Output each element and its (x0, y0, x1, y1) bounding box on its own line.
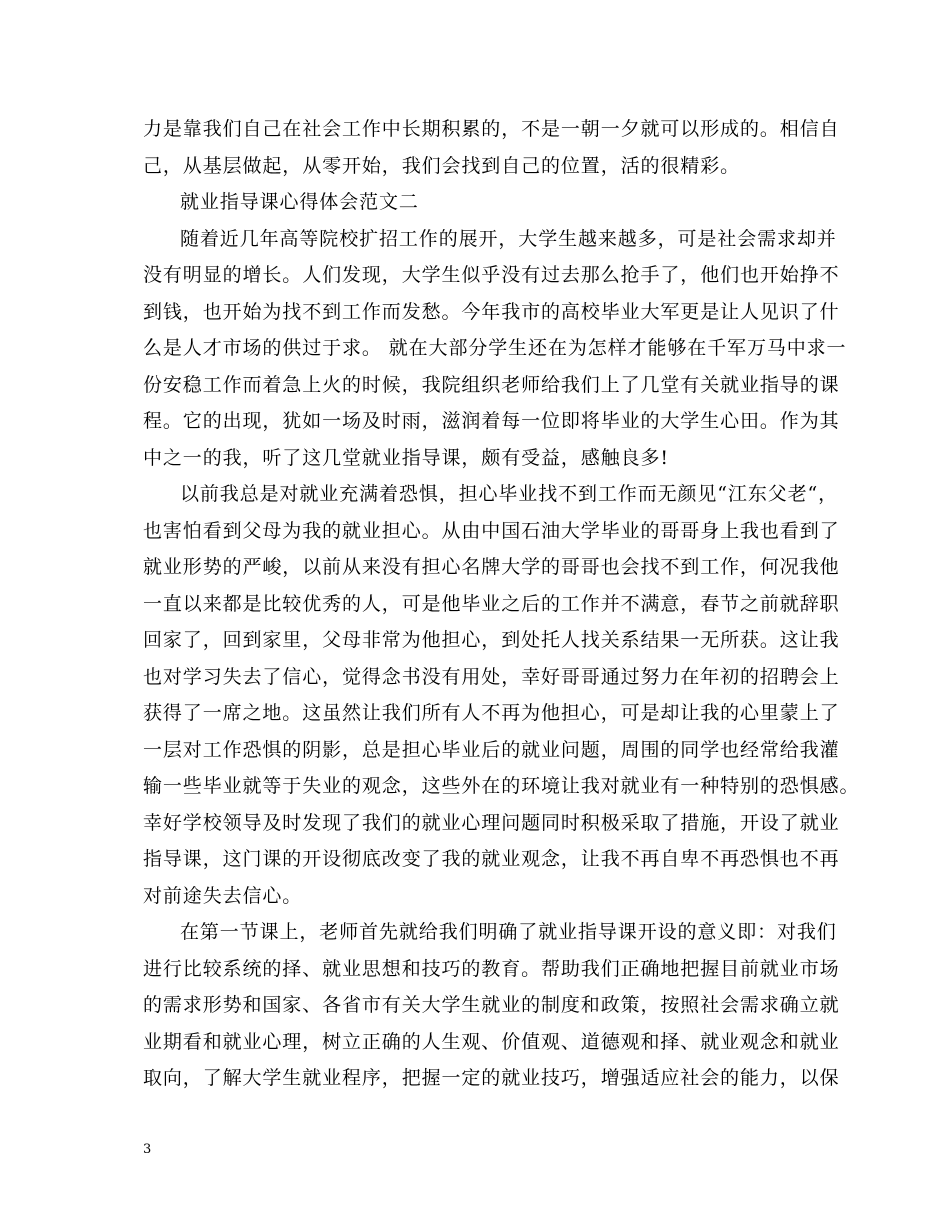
text-line: 对前途失去信心。 (143, 885, 303, 907)
section-heading: 就业指导课心得体会范文二 (180, 191, 419, 213)
text-line: 中之一的我，听了这几堂就业指导课，颇有受益，感触良多! (143, 447, 669, 469)
text-line: 份安稳工作而着急上火的时候，我院组织老师给我们上了几堂有关就业指导的课 (143, 374, 840, 396)
text-line: 进行比较系统的择、就业思想和技巧的教育。帮助我们正确地把握目前就业市场 (143, 958, 840, 980)
text-line: 么是人才市场的供过于求。 就在大部分学生还在为怎样才能够在千军万马中求一 (143, 337, 847, 359)
text-line: 就业形势的严峻，以前从来没有担心名牌大学的哥哥也会找不到工作，何况我他 (143, 556, 840, 578)
text-line: 回家了，回到家里，父母非常为他担心，到处托人找关系结果一无所获。这让我 (143, 629, 840, 651)
text-line: 业期看和就业心理，树立正确的人生观、价值观、道德观和择、就业观念和就业 (143, 1031, 840, 1053)
text-line: 在第一节课上，老师首先就给我们明确了就业指导课开设的意义即：对我们 (180, 921, 837, 943)
text-line: 输一些毕业就等于失业的观念，这些外在的环境让我对就业有一种特别的恐惧感。 (143, 775, 860, 797)
text-line: 以前我总是对就业充满着恐惧，担心毕业找不到工作而无颜见“江东父老“， (180, 483, 839, 505)
text-line: 没有明显的增长。人们发现，大学生似乎没有过去那么抢手了，他们也开始挣不 (143, 264, 840, 286)
text-line: 到钱，也开始为找不到工作而发愁。今年我市的高校毕业大军更是让人见识了什 (143, 301, 840, 323)
text-line: 力是靠我们自己在社会工作中长期积累的，不是一朝一夕就可以形成的。相信自 (143, 118, 840, 140)
text-line: 也害怕看到父母为我的就业担心。从由中国石油大学毕业的哥哥身上我也看到了 (143, 520, 840, 542)
text-line: 己，从基层做起，从零开始，我们会找到自己的位置，活的很精彩。 (143, 155, 741, 177)
text-line: 程。它的出现，犹如一场及时雨，滋润着每一位即将毕业的大学生心田。作为其 (143, 410, 840, 432)
text-line: 的需求形势和国家、各省市有关大学生就业的制度和政策，按照社会需求确立就 (143, 994, 840, 1016)
text-line: 获得了一席之地。这虽然让我们所有人不再为他担心，可是却让我的心里蒙上了 (143, 702, 840, 724)
text-line: 幸好学校领导及时发现了我们的就业心理问题同时积极采取了措施，开设了就业 (143, 812, 840, 834)
text-line: 指导课，这门课的开设彻底改变了我的就业观念，让我不再自卑不再恐惧也不再 (143, 848, 840, 870)
text-line: 一直以来都是比较优秀的人，可是他毕业之后的工作并不满意，春节之前就辞职 (143, 593, 840, 615)
text-line: 取向，了解大学生就业程序，把握一定的就业技巧，增强适应社会的能力，以保 (143, 1067, 840, 1089)
text-line: 随着近几年高等院校扩招工作的展开，大学生越来越多，可是社会需求却并 (180, 228, 837, 250)
text-line: 一层对工作恐惧的阴影，总是担心毕业后的就业问题，周围的同学也经常给我灌 (143, 739, 840, 761)
page-number: 3 (143, 1142, 152, 1157)
text-line: 也对学习失去了信心，觉得念书没有用处，幸好哥哥通过努力在年初的招聘会上 (143, 666, 840, 688)
